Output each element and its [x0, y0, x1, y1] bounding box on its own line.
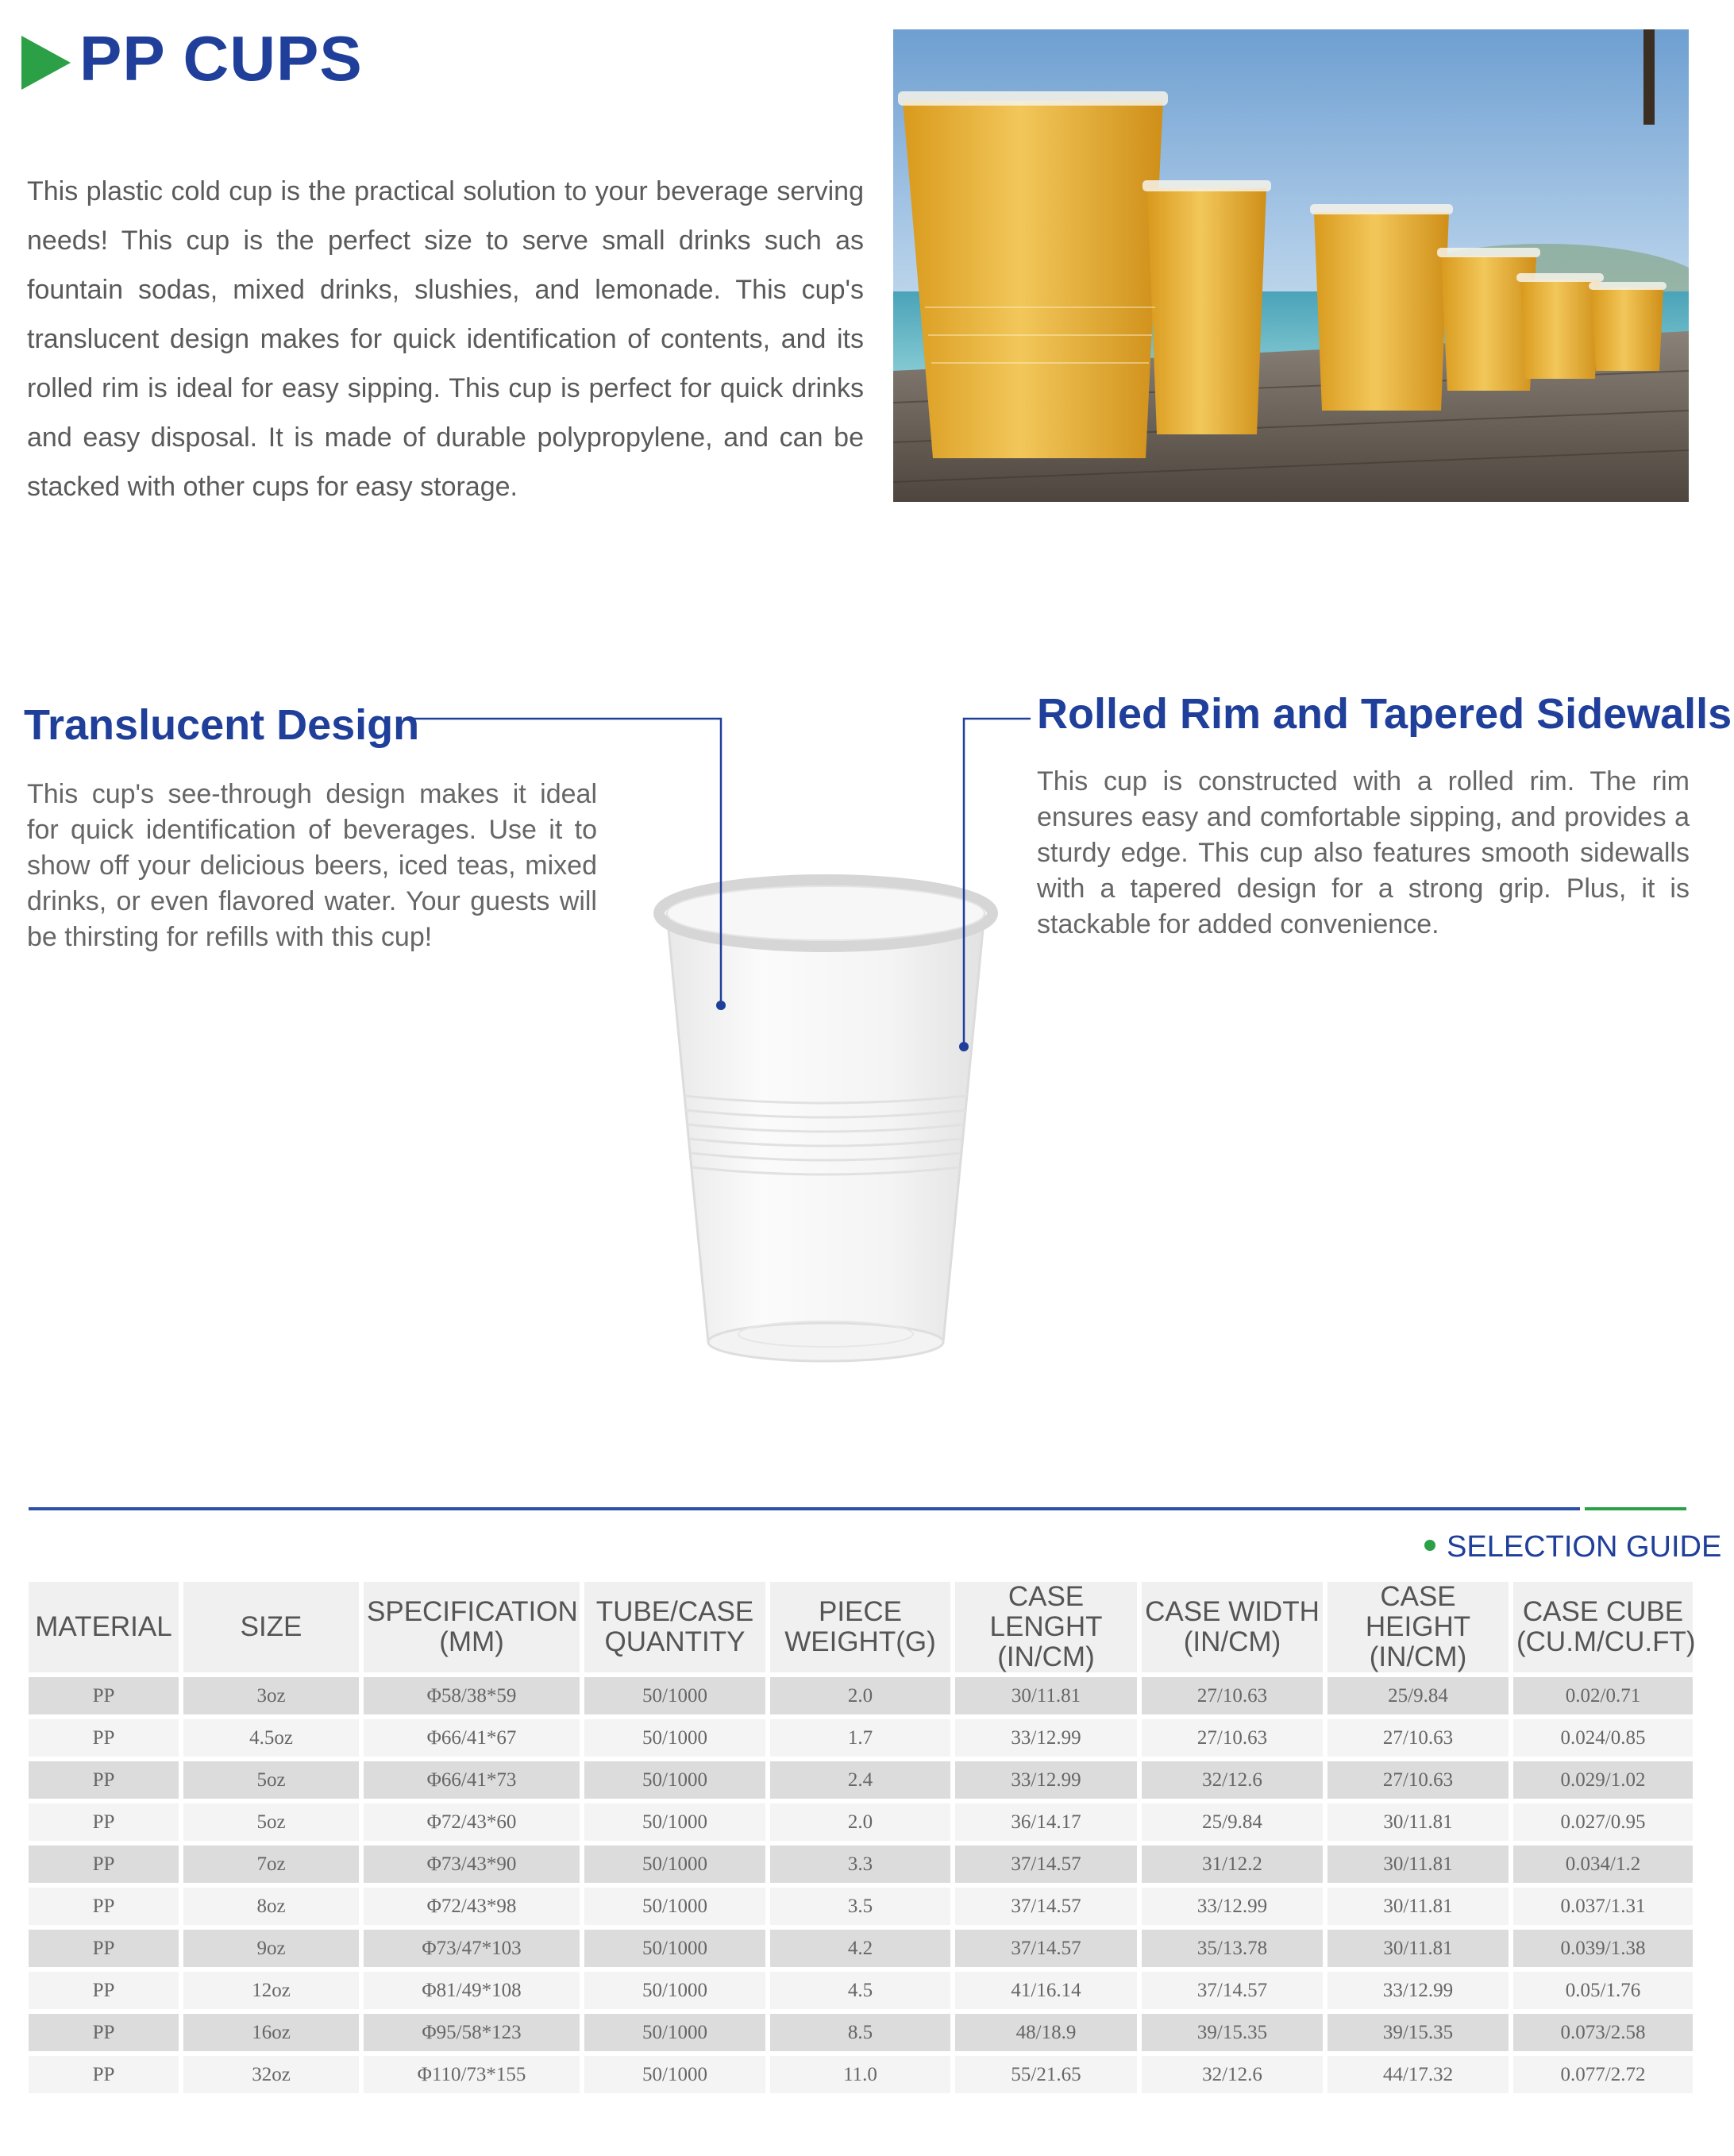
clear-cup-illustration: [635, 858, 1016, 1374]
table-cell: 9oz: [183, 1930, 359, 1967]
table-cell: 36/14.17: [955, 1803, 1137, 1841]
table-cell: Φ73/43*90: [364, 1846, 580, 1883]
table-cell: 25/9.84: [1142, 1803, 1323, 1841]
table-cell: Φ58/38*59: [364, 1677, 580, 1714]
table-cell: Φ110/73*155: [364, 2056, 580, 2093]
table-cell: Φ81/49*108: [364, 1972, 580, 2009]
table-cell: 37/14.57: [955, 1888, 1137, 1925]
table-cell: 32/12.6: [1142, 1761, 1323, 1799]
table-cell: PP: [29, 2014, 179, 2051]
table-cell: 48/18.9: [955, 2014, 1137, 2051]
table-cell: 50/1000: [584, 2056, 765, 2093]
table-cell: 37/14.57: [955, 1846, 1137, 1883]
table-cell: PP: [29, 1888, 179, 1925]
table-cell: 39/15.35: [1327, 2014, 1509, 2051]
table-cell: 50/1000: [584, 1677, 765, 1714]
table-row: [29, 1930, 1693, 1967]
table-cell: 0.027/0.95: [1513, 1803, 1693, 1841]
table-cell: 39/15.35: [1142, 2014, 1323, 2051]
table-cell: PP: [29, 1719, 179, 1757]
table-cell: 5oz: [183, 1803, 359, 1841]
table-cell: 3oz: [183, 1677, 359, 1714]
table-cell: 3.5: [770, 1888, 950, 1925]
table-cell: Φ66/41*67: [364, 1719, 580, 1757]
table-row: [29, 1761, 1693, 1799]
table-cell: 4.5: [770, 1972, 950, 2009]
table-cell: 30/11.81: [955, 1677, 1137, 1714]
table-cell: PP: [29, 1677, 179, 1714]
column-header: CASE WIDTH (IN/CM): [1142, 1582, 1323, 1672]
table-cell: 0.034/1.2: [1513, 1846, 1693, 1883]
table-cell: 37/14.57: [955, 1930, 1137, 1967]
table-cell: 8oz: [183, 1888, 359, 1925]
table-cell: Φ66/41*73: [364, 1761, 580, 1799]
column-header: CASE LENGHT (IN/CM): [955, 1582, 1137, 1672]
table-row: [29, 1846, 1693, 1883]
table-cell: 30/11.81: [1327, 1888, 1509, 1925]
table-cell: 33/12.99: [1327, 1972, 1509, 2009]
table-row: [29, 1888, 1693, 1925]
table-cell: 55/21.65: [955, 2056, 1137, 2093]
column-header: PIECE WEIGHT(G): [770, 1582, 950, 1672]
table-cell: 0.05/1.76: [1513, 1972, 1693, 2009]
selection-guide-text: SELECTION GUIDE: [1447, 1530, 1722, 1564]
table-cell: 50/1000: [584, 1888, 765, 1925]
selection-guide-label: [1424, 1530, 1721, 1564]
table-cell: 2.0: [770, 1677, 950, 1714]
rolled-rim-title: Rolled Rim and Tapered Sidewalls: [1037, 690, 1732, 738]
table-cell: 50/1000: [584, 1719, 765, 1757]
table-cell: PP: [29, 1846, 179, 1883]
table-cell: 11.0: [770, 2056, 950, 2093]
table-row: [29, 1972, 1693, 2009]
table-cell: 27/10.63: [1327, 1719, 1509, 1757]
table-cell: 0.029/1.02: [1513, 1761, 1693, 1799]
table-cell: 50/1000: [584, 2014, 765, 2051]
translucent-design-title: Translucent Design: [24, 701, 420, 749]
translucent-design-text: This cup's see-through design makes it ideal for quick identification of beverages. Use it to show off your delicious beers, iced teas, mixed drinks, or even flavored water. Your guests will be thirsting for refills with this cup!: [27, 779, 597, 952]
table-cell: 1.7: [770, 1719, 950, 1757]
table-cell: 30/11.81: [1327, 1846, 1509, 1883]
table-row: [29, 2056, 1693, 2093]
table-cell: 0.024/0.85: [1513, 1719, 1693, 1757]
rolled-rim-text: This cup is constructed with a rolled rim. The rim ensures easy and comfortable sipping, and provides a sturdy edge. This cup also features smooth sidewalls with a tapered design for a strong grip. Plus, it is stackable for added convenience.: [1037, 766, 1690, 939]
table-cell: 27/10.63: [1327, 1761, 1509, 1799]
table-cell: 44/17.32: [1327, 2056, 1509, 2093]
table-cell: 8.5: [770, 2014, 950, 2051]
table-cell: 2.4: [770, 1761, 950, 1799]
table-cell: 4.2: [770, 1930, 950, 1967]
table-cell: 0.073/2.58: [1513, 2014, 1693, 2051]
table-cell: 50/1000: [584, 1761, 765, 1799]
table-cell: Φ95/58*123: [364, 2014, 580, 2051]
selection-guide-table: [24, 1577, 1697, 2098]
table-cell: 50/1000: [584, 1930, 765, 1967]
table-cell: 27/10.63: [1142, 1719, 1323, 1757]
column-header: TUBE/CASE QUANTITY: [584, 1582, 765, 1672]
table-cell: 32/12.6: [1142, 2056, 1323, 2093]
table-cell: Φ73/47*103: [364, 1930, 580, 1967]
section-divider-accent: [1585, 1507, 1686, 1510]
column-header: CASE HEIGHT (IN/CM): [1327, 1582, 1509, 1672]
bullet-dot-icon: [1424, 1540, 1435, 1551]
table-cell: 4.5oz: [183, 1719, 359, 1757]
column-header: SIZE: [183, 1582, 359, 1672]
table-cell: 30/11.81: [1327, 1930, 1509, 1967]
column-header: CASE CUBE (CU.M/CU.FT): [1513, 1582, 1693, 1672]
table-cell: 35/13.78: [1142, 1930, 1323, 1967]
table-cell: 0.02/0.71: [1513, 1677, 1693, 1714]
table-cell: 0.077/2.72: [1513, 2056, 1693, 2093]
table-cell: 50/1000: [584, 1972, 765, 2009]
intro-paragraph: This plastic cold cup is the practical solution to your beverage serving needs! This cup is the perfect size to serve small drinks such as fountain sodas, mixed drinks, slushies, and lemonade. This cup's translucent design makes for quick identification of contents, and its rolled rim is ideal for easy sipping. This cup is perfect for quick drinks and easy disposal. It is made of durable polypropylene, and can be stacked with other cups for easy storage.: [27, 176, 864, 502]
table-row: [29, 1803, 1693, 1841]
table-cell: 7oz: [183, 1846, 359, 1883]
table-cell: Φ72/43*60: [364, 1803, 580, 1841]
table-row: [29, 1677, 1693, 1714]
table-cell: 2.0: [770, 1803, 950, 1841]
table-cell: 5oz: [183, 1761, 359, 1799]
table-cell: 3.3: [770, 1846, 950, 1883]
table-cell: PP: [29, 1930, 179, 1967]
page-title: PP CUPS: [79, 23, 363, 94]
table-cell: 33/12.99: [955, 1761, 1137, 1799]
table-cell: 12oz: [183, 1972, 359, 2009]
table-cell: 31/12.2: [1142, 1846, 1323, 1883]
table-cell: PP: [29, 1803, 179, 1841]
table-cell: 37/14.57: [1142, 1972, 1323, 2009]
table-cell: PP: [29, 1972, 179, 2009]
column-header: MATERIAL: [29, 1582, 179, 1672]
table-row: [29, 2014, 1693, 2051]
table-row: [29, 1719, 1693, 1757]
table-cell: 0.037/1.31: [1513, 1888, 1693, 1925]
table-cell: Φ72/43*98: [364, 1888, 580, 1925]
column-header: SPECIFICATION (MM): [364, 1582, 580, 1672]
title-arrow-icon: [21, 36, 71, 90]
table-cell: 33/12.99: [1142, 1888, 1323, 1925]
table-cell: 0.039/1.38: [1513, 1930, 1693, 1967]
table-cell: 50/1000: [584, 1846, 765, 1883]
table-cell: 30/11.81: [1327, 1803, 1509, 1841]
table-cell: 25/9.84: [1327, 1677, 1509, 1714]
section-divider: [29, 1507, 1580, 1510]
beer-cups-photo: [893, 29, 1689, 502]
table-cell: PP: [29, 2056, 179, 2093]
table-cell: 32oz: [183, 2056, 359, 2093]
table-cell: PP: [29, 1761, 179, 1799]
table-cell: 16oz: [183, 2014, 359, 2051]
table-cell: 33/12.99: [955, 1719, 1137, 1757]
table-cell: 27/10.63: [1142, 1677, 1323, 1714]
table-cell: 41/16.14: [955, 1972, 1137, 2009]
table-header-row: [29, 1582, 1693, 1672]
table-cell: 50/1000: [584, 1803, 765, 1841]
